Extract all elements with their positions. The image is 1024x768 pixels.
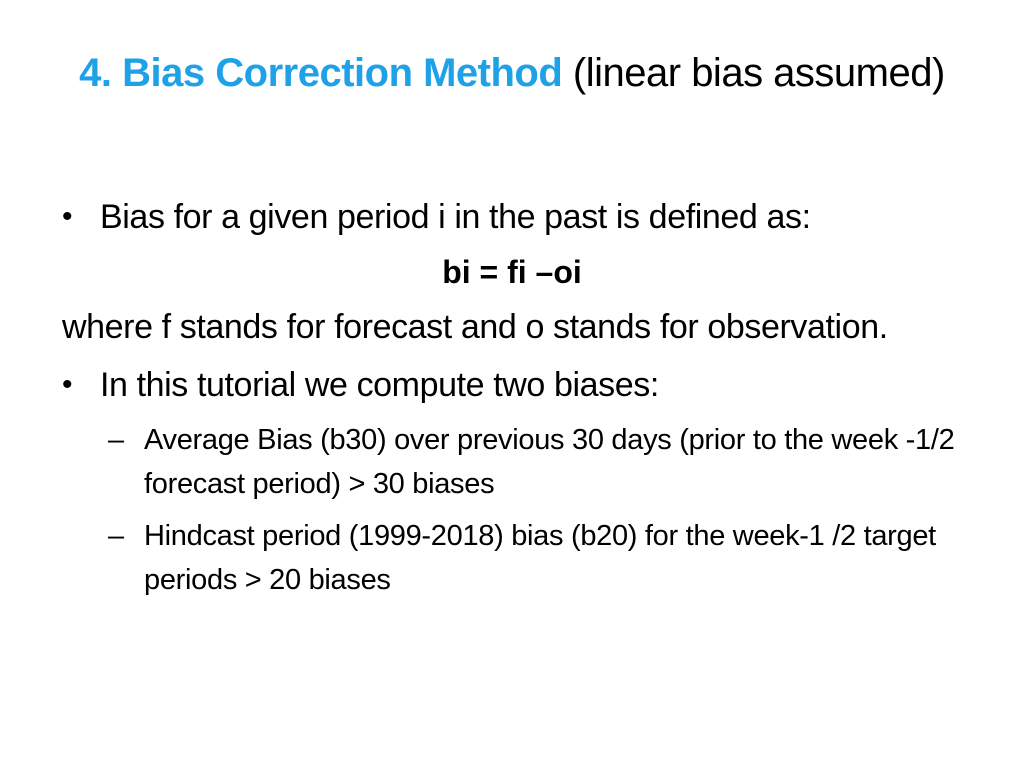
slide-title-main: 4. Bias Correction Method [79,51,563,95]
slide-title-sub: (linear bias assumed) [572,51,945,95]
bias-formula: bi = fi –oi [442,254,582,290]
slide-body [62,190,962,602]
bullet-two-biases [62,358,962,412]
sub-bullet-marker: – [108,520,124,552]
sub-bullet-text: Average Bias (b30) over previous 30 days (prior to the week -1/2 forecast period) > 30 biases [144,424,955,500]
bullet-text: Bias for a given period i in the past is defined as: [100,198,811,236]
bullet-text: In this tutorial we compute two biases: [100,366,659,404]
bullet-marker: • [62,200,73,233]
bullet-marker: • [62,368,73,401]
sub-bullet-text: Hindcast period (1999-2018) bias (b20) for the week-1 /2 target periods > 20 biases [144,520,936,596]
bullet-bias-definition [62,190,962,244]
slide-title [60,44,964,102]
formula-explanation: where f stands for forecast and o stands for observation. [62,308,888,346]
sub-bullet-marker: – [108,424,124,456]
sub-bullet-average-bias [62,418,962,506]
sub-bullet-hindcast-bias [62,514,962,602]
